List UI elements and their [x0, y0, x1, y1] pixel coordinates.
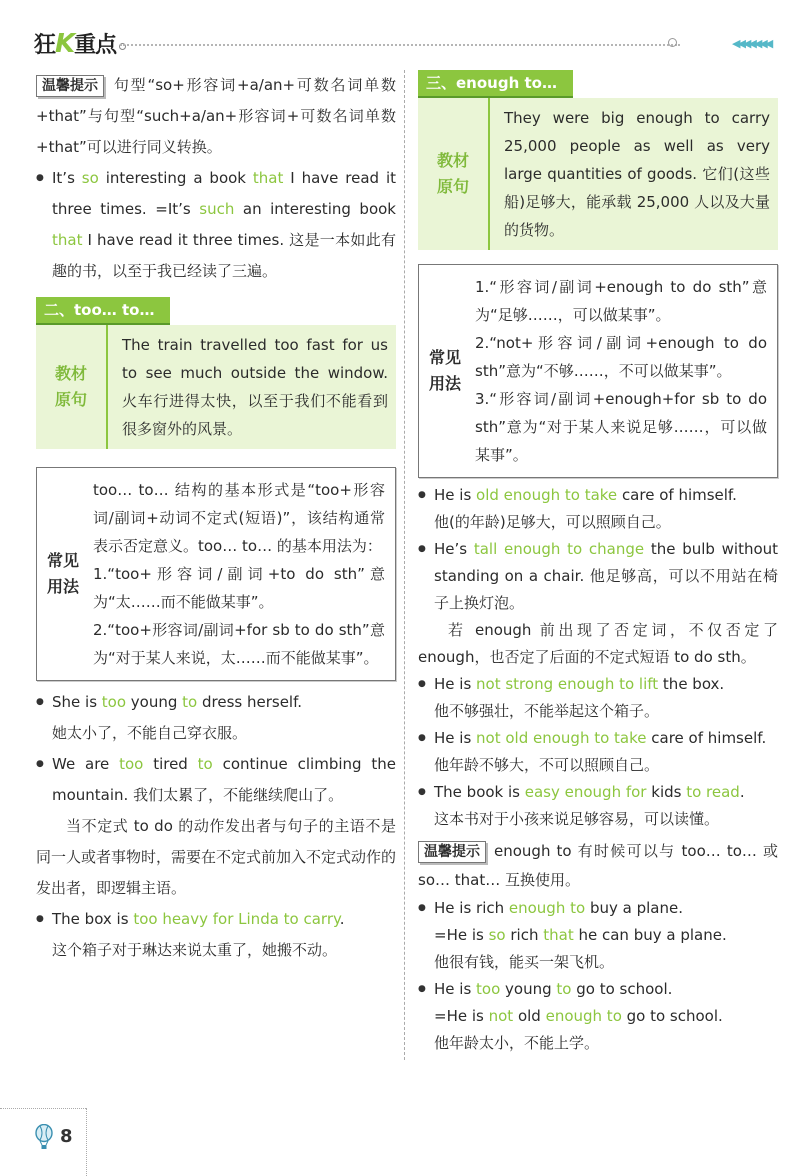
- example-translation: 他年龄太小，不能上学。: [434, 1034, 600, 1052]
- example-too-heavy: ● The box is too heavy for Linda to carry.: [36, 904, 396, 935]
- tip-label: 温馨提示: [418, 841, 486, 863]
- tip-label: 温馨提示: [36, 75, 104, 97]
- tip-text: 句型“so+形容词+a/an+可数名词单数+that”与句型“such+a/an+形容词+可数名词单数+that”可以进行同义转换。: [36, 76, 396, 156]
- section-too-to: [36, 297, 396, 449]
- logic-subject-paragraph: 当不定式 to do 的动作发出者与句子的主语不是同一人或者事物时，需要在不定式前加入不定式动作的发出者，即逻辑主语。: [36, 817, 397, 897]
- usage-label: 常见 用法: [428, 348, 461, 393]
- textbook-box-enough: [418, 98, 778, 250]
- example-translation: 这个箱子对于琳达来说太重了，她搬不动。: [52, 941, 338, 959]
- example-translation: 他(的年龄)足够大，可以照顾自己。: [434, 513, 671, 531]
- textbook-label: 教材 原句: [36, 325, 108, 449]
- example-translation: 这本书对于小孩来说足够容易，可以读懂。: [434, 810, 720, 828]
- example-translation: 他很有钱，能买一架飞机。: [434, 953, 615, 971]
- negation-paragraph: 若 enough 前出现了否定词，不仅否定了enough，也否定了后面的不定式短语 to do sth。: [418, 621, 778, 666]
- footer-dotted-vline: [86, 1108, 87, 1176]
- left-column: [36, 70, 396, 966]
- example-too-young: ● She is too young to dress herself.: [36, 687, 396, 718]
- example-translation: 他不够强壮，不能举起这个箱子。: [434, 702, 660, 720]
- header-arrows-icon: ◀◀◀◀◀◀◀: [732, 37, 771, 50]
- example-not-old: ● He is not old enough to take care of himself.: [418, 725, 778, 752]
- logo-text-a: 狂: [34, 33, 56, 58]
- footer-dotted-line: [0, 1108, 86, 1109]
- column-divider: [404, 70, 405, 1060]
- textbook-sentence: They were big enough to carry 25,000 people as well as very large quantities of goods. 它们(这些船)足够大，能承载 25,000 人以及大量的货物。: [504, 109, 770, 239]
- page-number: 8: [60, 1126, 73, 1147]
- example-easy-enough: ● The book is easy enough for kids to read.: [418, 779, 778, 806]
- balloon-icon: [33, 1124, 55, 1150]
- example-equivalent: =He is not old enough to go to school.: [434, 1007, 723, 1025]
- tip-paragraph: [36, 70, 396, 163]
- textbook-label: 教材 原句: [418, 98, 490, 250]
- right-column: [418, 70, 778, 1057]
- header-circle-icon: [668, 38, 677, 47]
- page-header: [0, 26, 800, 62]
- example-translation: 她太小了，不能自己穿衣服。: [52, 724, 248, 742]
- usage-text: too… to… 结构的基本形式是“too+形容词/副词+动词不定式(短语)”，该结构通常表示否定意义。too… to… 的基本用法为： 1.“too+形容词/副词+to do sth”意为“太……而不能做某事”。 2.“too+形容词/副词+for sb to do sth”意为“对于某人来说，太……而不能做某事”。: [93, 481, 385, 667]
- header-dotted-line: [120, 44, 680, 46]
- example-translation: 他年龄不够大，不可以照顾自己。: [434, 756, 660, 774]
- usage-label: 常见 用法: [46, 551, 79, 596]
- usage-box-too: [36, 467, 396, 681]
- logo-text-k: K: [55, 29, 75, 59]
- example-too-young-school: ● He is too young to go to school.: [418, 976, 778, 1003]
- example-rich-enough: ● He is rich enough to buy a plane.: [418, 895, 778, 922]
- textbook-box-too: [36, 325, 396, 449]
- example-old-enough: ● He is old enough to take care of himself.: [418, 482, 778, 509]
- example-equivalent: =He is so rich that he can buy a plane.: [434, 926, 727, 944]
- usage-text: 1.“形容词/副词+enough to do sth”意为“足够……，可以做某事”。 2.“not+形容词/副词+enough to do sth”意为“不够……，不可以做某事”。 3.“形容词/副词+enough+for sb to do sth”意为“对于某人来说足够……，可以做某事”。: [475, 278, 767, 464]
- section-title-enough-to: 三、enough to…: [418, 70, 573, 98]
- section-enough-to: [418, 70, 778, 250]
- example-not-strong: ● He is not strong enough to lift the box.: [418, 671, 778, 698]
- tip-paragraph-2: [418, 837, 778, 895]
- logo-text-b: 重点: [74, 33, 117, 58]
- textbook-sentence: The train travelled too fast for us to see much outside the window. 火车行进得太快，以至于我们不能看到很多窗外的风景。: [122, 336, 388, 438]
- section-title-too-to: 二、too… to…: [36, 297, 170, 325]
- example-too-tired: ● We are too tired to continue climbing the mountain. 我们太累了，不能继续爬山了。: [36, 749, 396, 811]
- tip-text: enough to 有时候可以与 too… to… 或 so… that… 互换使用。: [418, 842, 778, 889]
- example-so-such: ● It’s so interesting a book that I have read it three times. =It’s such an interesting book that I have read it three times. 这是一本如此有趣的书，以至于我已经读了三遍。: [36, 163, 396, 287]
- book-logo: [34, 28, 126, 59]
- example-tall-enough: ● He’s tall enough to change the bulb without standing on a chair. 他足够高，可以不用站在椅子上换灯泡。: [418, 536, 778, 617]
- usage-box-enough: [418, 264, 778, 478]
